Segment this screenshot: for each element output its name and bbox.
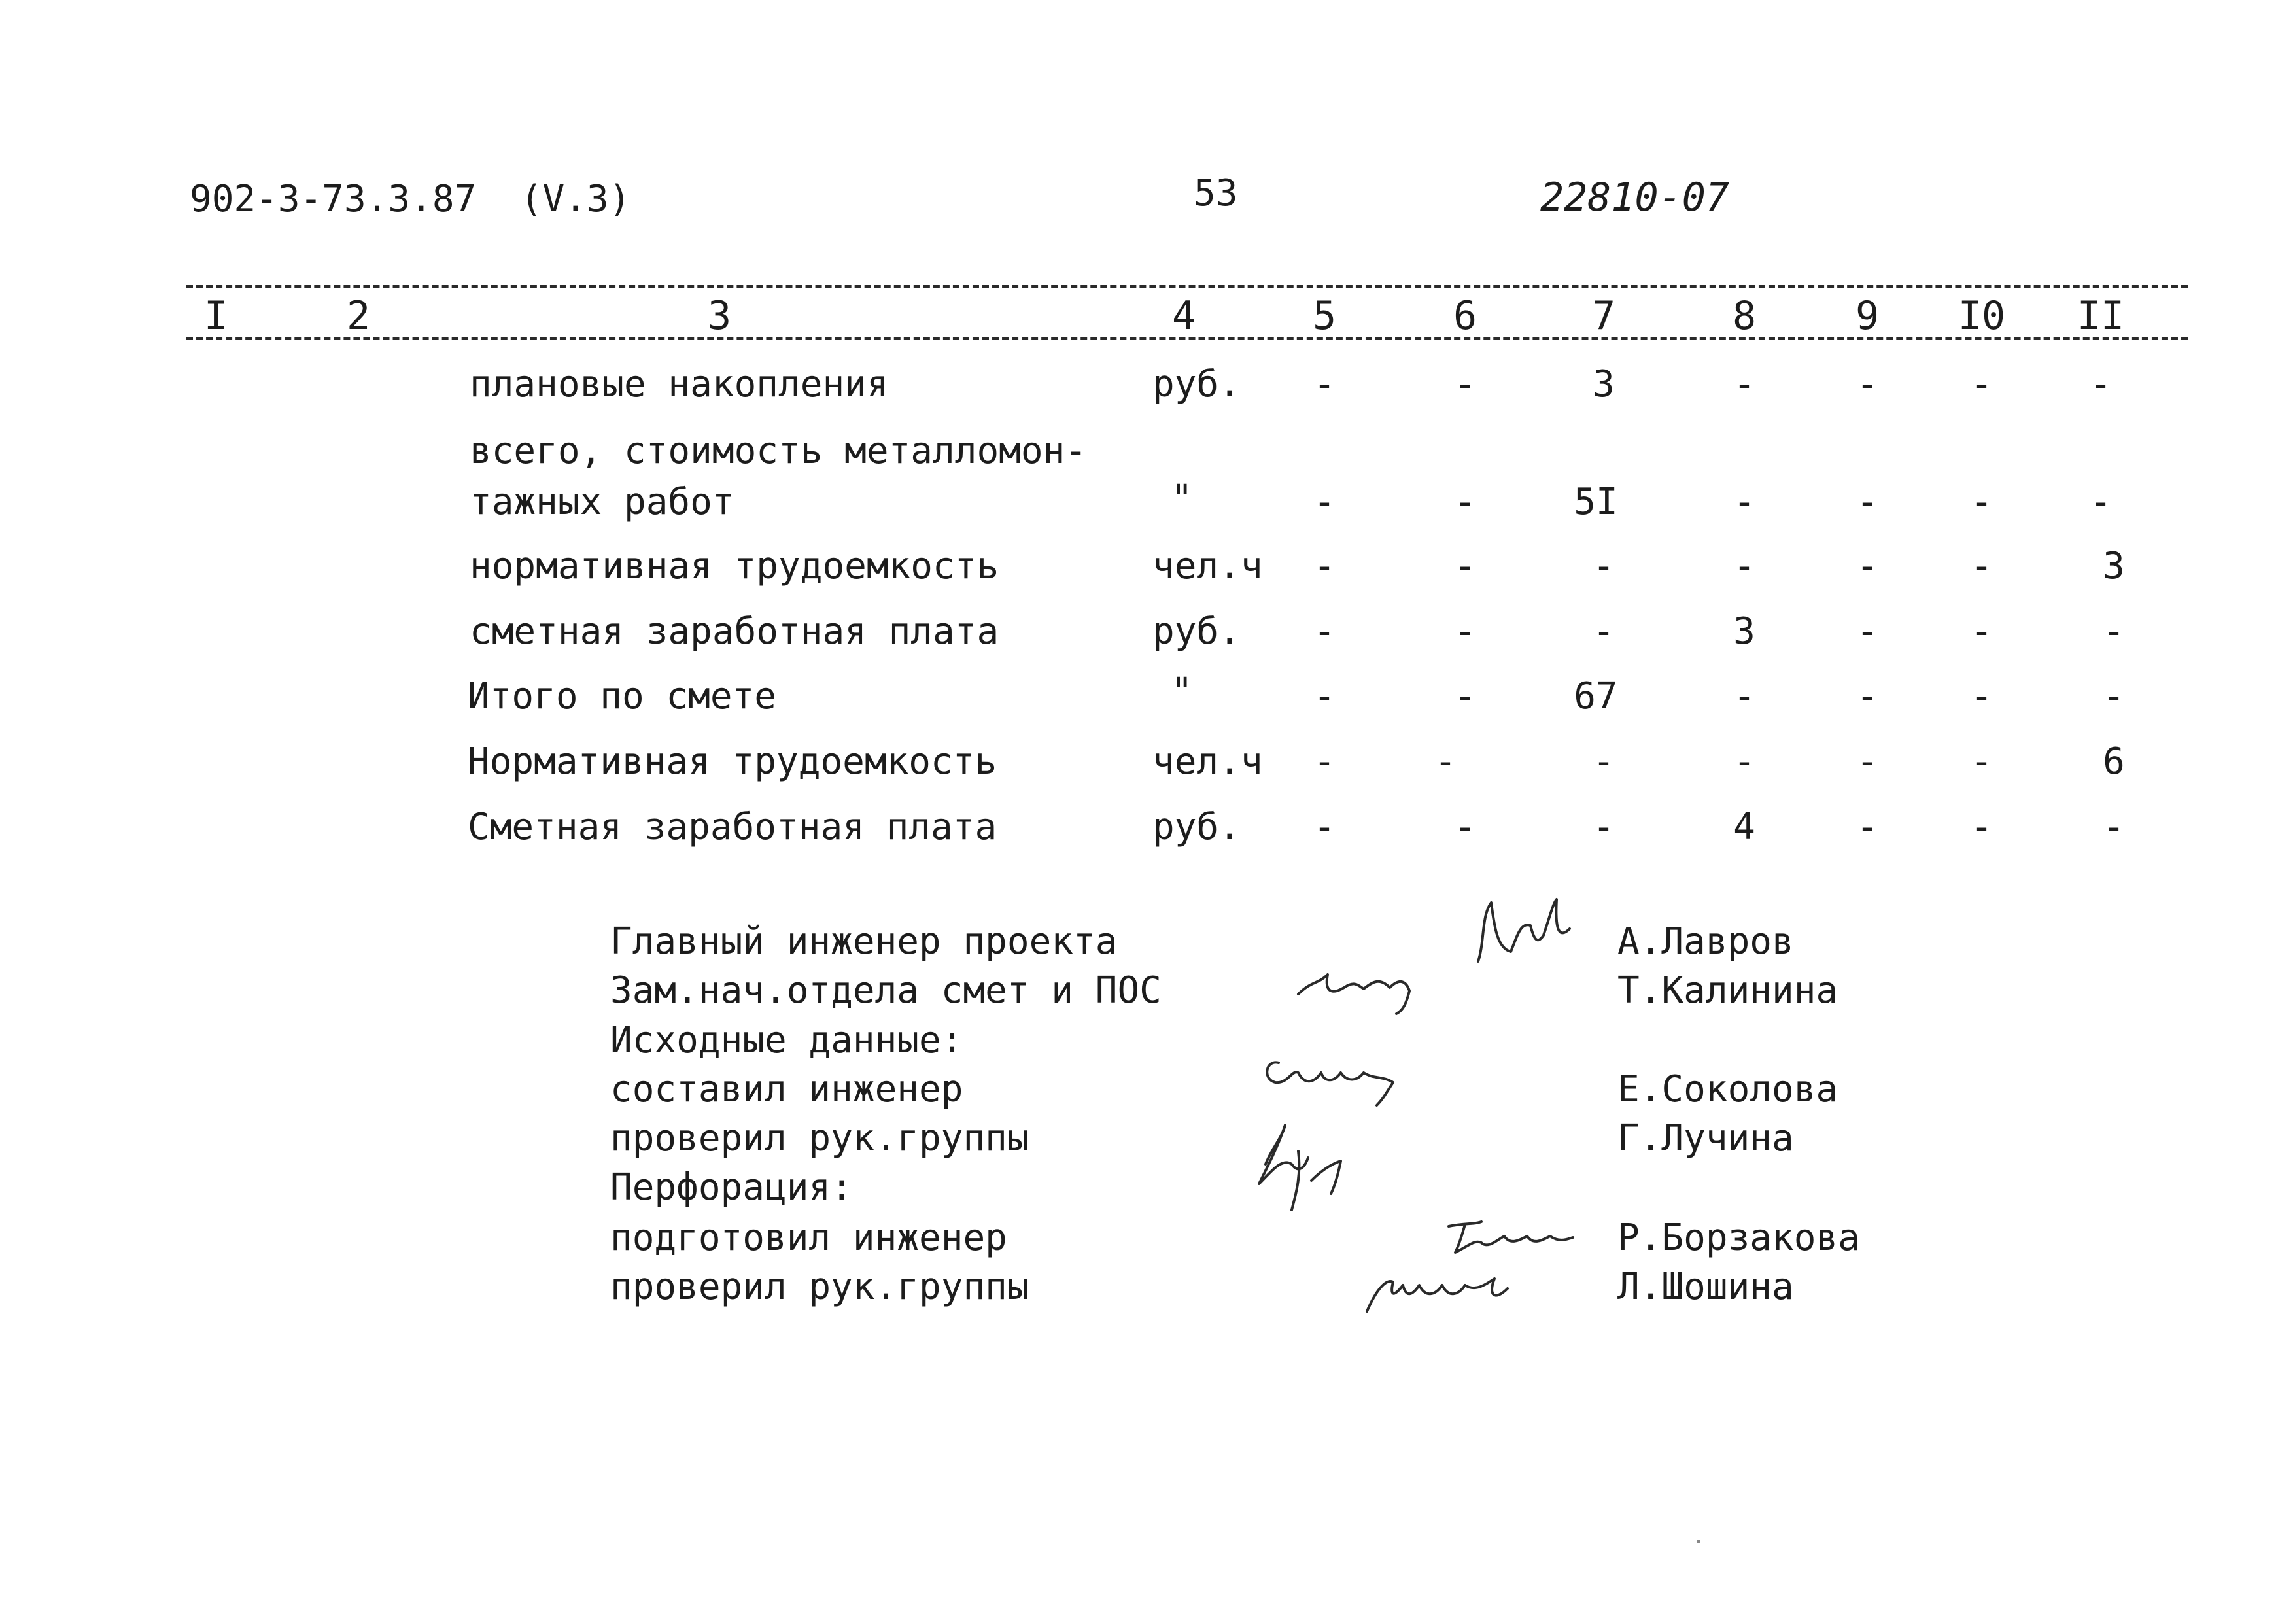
row-value: -	[1733, 481, 1755, 523]
signatory-role: Исходные данные:	[610, 1019, 963, 1062]
handwritten-signature	[1246, 1112, 1364, 1217]
row-unit: руб.	[1152, 363, 1241, 406]
column-header: I0	[1958, 293, 2006, 339]
row-value: -	[1856, 363, 1878, 406]
row-description: тажных работ	[470, 481, 734, 523]
row-value: -	[1733, 363, 1755, 406]
document-code: 902-3-73.3.87 (V.3)	[190, 178, 631, 220]
row-value: 4	[1733, 806, 1755, 848]
row-value: -	[1434, 740, 1457, 783]
row-value: -	[1313, 740, 1336, 783]
row-description: сметная заработная плата	[470, 610, 999, 653]
row-value: -	[2090, 481, 2112, 523]
handwritten-signature	[1252, 1043, 1423, 1115]
row-value: -	[1593, 740, 1615, 783]
row-value: -	[1454, 481, 1476, 523]
row-value: -	[1733, 675, 1755, 717]
row-value: -	[1593, 610, 1615, 653]
row-value: -	[2103, 610, 2125, 653]
row-value: -	[1856, 610, 1878, 653]
row-value: 67	[1574, 675, 1618, 717]
row-value: -	[2090, 363, 2112, 406]
row-value: -	[2103, 675, 2125, 717]
row-value: -	[1454, 675, 1476, 717]
column-header: 6	[1453, 293, 1477, 339]
row-value: -	[1454, 806, 1476, 848]
row-unit: руб.	[1152, 806, 1241, 848]
row-value: -	[1856, 740, 1878, 783]
signatory-role: проверил рук.группы	[610, 1117, 1029, 1160]
row-value: -	[1856, 481, 1878, 523]
signatory-name: А.Лавров	[1617, 920, 1794, 963]
column-header: 2	[346, 293, 371, 339]
column-header: 7	[1591, 293, 1616, 339]
row-value: -	[1454, 363, 1476, 406]
page-number: 53	[1194, 172, 1238, 215]
row-value: -	[1971, 363, 1993, 406]
row-value: -	[1733, 740, 1755, 783]
row-unit: "	[1171, 670, 1193, 713]
row-value: -	[1856, 675, 1878, 717]
row-value: -	[1856, 545, 1878, 587]
row-description: всего, стоимость металломон-	[470, 430, 1088, 472]
row-value: -	[1313, 610, 1336, 653]
row-value: -	[1313, 363, 1336, 406]
row-value: 3	[1593, 363, 1615, 406]
row-value: -	[1313, 481, 1336, 523]
row-value: -	[2103, 806, 2125, 848]
row-value: 3	[2103, 545, 2125, 587]
row-value: -	[1313, 545, 1336, 587]
row-value: -	[1971, 675, 1993, 717]
row-value: -	[1454, 610, 1476, 653]
row-value: -	[1971, 545, 1993, 587]
signatory-name: Г.Лучина	[1617, 1117, 1794, 1160]
signatory-name: Л.Шошина	[1617, 1266, 1794, 1308]
row-description: плановые накопления	[470, 363, 889, 406]
handwritten-signature	[1292, 948, 1429, 1020]
row-unit: чел.ч	[1152, 545, 1263, 587]
row-unit: "	[1171, 477, 1193, 520]
column-header: 8	[1732, 293, 1757, 339]
row-value: -	[1971, 610, 1993, 653]
signatory-role: подготовил инженер	[610, 1217, 1007, 1259]
column-header: II	[2077, 293, 2125, 339]
row-value: -	[1971, 806, 1993, 848]
row-value: -	[1856, 806, 1878, 848]
row-value: -	[1313, 806, 1336, 848]
inventory-number: 22810-07	[1540, 175, 1729, 220]
row-unit: чел.ч	[1152, 740, 1263, 783]
column-header: 9	[1855, 293, 1880, 339]
row-value: -	[1733, 545, 1755, 587]
signatory-role: проверил рук.группы	[610, 1266, 1029, 1308]
row-value: 6	[2103, 740, 2125, 783]
row-description: Нормативная трудоемкость	[468, 740, 997, 783]
handwritten-signature	[1465, 890, 1589, 981]
row-value: -	[1593, 545, 1615, 587]
row-description: Сметная заработная плата	[468, 806, 997, 848]
row-description: нормативная трудоемкость	[470, 545, 999, 587]
column-header: 5	[1312, 293, 1337, 339]
signatory-role: Зам.нач.отдела смет и ПОС	[610, 969, 1162, 1012]
row-unit: руб.	[1152, 610, 1241, 653]
scan-speck	[1697, 1540, 1700, 1543]
row-value: -	[1454, 545, 1476, 587]
row-value: -	[1971, 481, 1993, 523]
signatory-name: Р.Борзакова	[1617, 1217, 1860, 1259]
row-value: -	[1313, 675, 1336, 717]
signatory-role: Главный инженер проекта	[610, 920, 1118, 963]
table-top-rule	[186, 285, 2188, 288]
column-header: I	[203, 293, 228, 339]
signatory-name: Т.Калинина	[1617, 969, 1838, 1012]
column-header: 3	[707, 293, 732, 339]
row-value: 5I	[1574, 481, 1618, 523]
column-header: 4	[1171, 293, 1196, 339]
signatory-role: Перфорация:	[610, 1166, 853, 1209]
handwritten-signature	[1354, 1249, 1524, 1321]
row-value: -	[1971, 740, 1993, 783]
signatory-role: составил инженер	[610, 1068, 963, 1111]
row-value: -	[1593, 806, 1615, 848]
row-description: Итого по смете	[468, 675, 777, 717]
signatory-name: Е.Соколова	[1617, 1068, 1838, 1111]
row-value: 3	[1733, 610, 1755, 653]
